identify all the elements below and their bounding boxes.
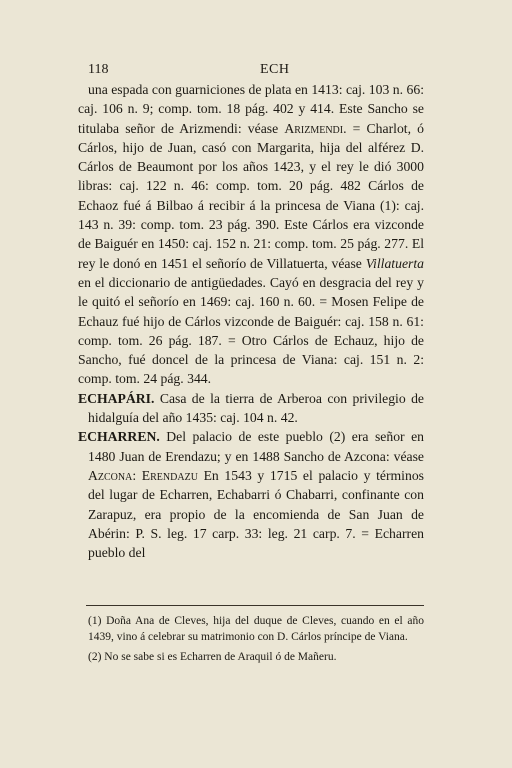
text-run: . = Charlot, ó Cárlos, hijo de Juan, casó con Margarita, hija del alférez D. Cárlos de Beaumont por los años 1423, y el rey le dió 3000 libras: caj. 122 n. 46: comp. tom. 20 pág. 482 Cárlos de Echaoz fué á Bilbao á recibir á la princesa de Viana (1): caj. 143 n. 39: comp. tom. 23 pág. 390. Este Cárlos era vizconde de Baiguér en 1450: caj. 152 n. 21: comp. tom. 25 pág. 277. El rey le donó en 1451 el señorío de Villatuerta, véase: [78, 120, 425, 271]
cross-reference: Arizmendi: [284, 120, 344, 136]
cross-reference: Azcona: [88, 467, 133, 483]
page-header: [88, 62, 424, 82]
italic-reference: Villatuerta: [365, 255, 424, 271]
entry-echapari: [78, 389, 424, 428]
text-run: una espada con guarniciones de plata en 1413: caj. 103 n. 66: caj. 106 n. 9; comp. tom. 18 pág. 402 y 414. Este Sancho se titulaba señor de Arizmendi: véase: [78, 82, 424, 136]
text-run: Casa de la tierra de Arberoa con privilegio de hidalguía del año 1435: caj. 104 n. 42.: [88, 390, 424, 426]
footnotes: [88, 613, 424, 665]
text-run: Del palacio de este pueblo (2) era señor en 1480 Juan de Erendazu; y en 1488 Sancho de Azcona: véase: [88, 429, 424, 464]
text-run: En 1543 y 1715 el palacio y términos del lugar de Echarren, Echabarri ó Chabarri, confinante con Zarapuz, era propio de la encomienda de San Juan de Abérin: P. S. leg. 17 carp. 33: leg. 21 carp. 7. = Echarren pueblo del: [88, 467, 424, 561]
entry-headword: ECHAPÁRI.: [78, 390, 155, 406]
text-run: en el diccionario de antigüedades. Cayó en desgracia del rey y le quitó el señorío en 1469: caj. 160 n. 60. = Mosen Felipe de Echauz fué hijo de Cárlos vizconde de Baiguér: caj. 158 n. 61: comp. tom. 26 pág. 187. = Otro Cárlos de Echauz, hijo de Sancho, fué doncel de la princesa de Viana: caj. 151 n. 2: comp. tom. 24 pág. 344.: [78, 274, 424, 387]
paragraph-continuation: [78, 80, 424, 389]
running-head: ECH: [260, 62, 290, 77]
footnote-1: (1) Doña Ana de Cleves, hija del duque de Cleves, cuando en el año 1439, vino á celebrar su matrimonio con D. Cárlos príncipe de Viana.: [88, 615, 424, 643]
footnote-2: (2) No se sabe si es Echarren de Araquil ó de Mañeru.: [88, 651, 337, 663]
entry-echarren: [78, 427, 424, 562]
page-number: 118: [88, 62, 109, 77]
body-text: [78, 80, 424, 562]
entry-headword: ECHARREN.: [78, 429, 160, 445]
footnote-rule: [86, 605, 424, 606]
cross-reference: Erendazu: [141, 467, 198, 483]
text-run: :: [132, 467, 142, 483]
